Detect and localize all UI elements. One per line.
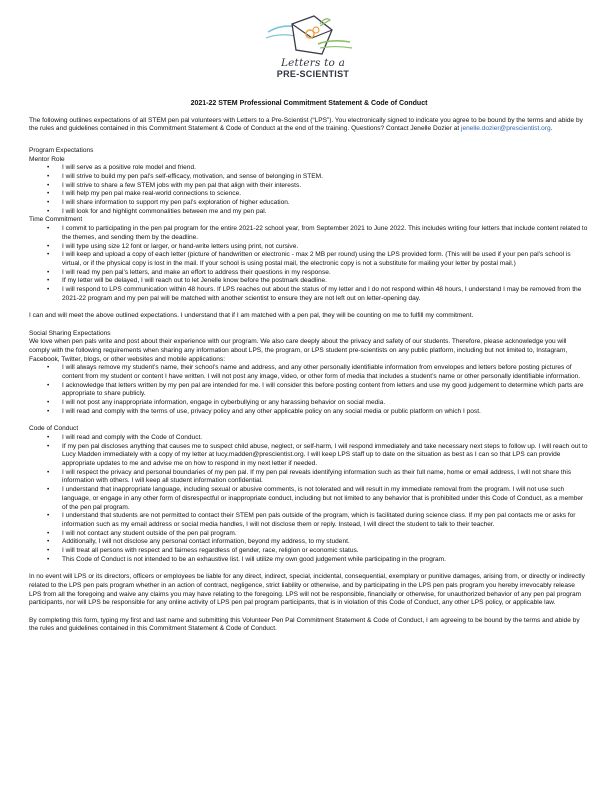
contact-email-link[interactable]: jenelle.dozier@prescientist.org (460, 125, 551, 133)
intro-paragraph (29, 117, 589, 134)
logo-caps-text: PRE-SCIENTIST (276, 69, 350, 79)
program-expectations-heading: Program Expectations (29, 146, 94, 154)
list-item: • I will respond to LPS communication within 48 hours. If LPS reaches out about the status of my letter and I do not respond within 48 hours, I understand I may be removed from the 2021-22 program and my pen pal will be matched with another scientist to ensure they are not left out on letter-opening day. (62, 286, 589, 303)
time-commitment-heading: Time Commitment (29, 216, 83, 224)
list-item: • I will respect the privacy and personal boundaries of my pen pal. If my pen pal reveals identifying information such as their full name, home or email address, I will not share this information with others. I will keep all student information confidential. (62, 469, 589, 486)
list-item: • I will read and comply with the Code of Conduct. (62, 434, 589, 443)
agreement-paragraph: By completing this form, typing my first and last name and submitting this Volunteer Pen Pal Commitment Statement & Code of Conduct, I am agreeing to be bound by the terms and abide by the rules and guidelines contained in this Commitment Statement & Code of Conduct. (29, 616, 580, 633)
liability-paragraph: In no event will LPS or its directors, officers or employees be liable for any direct, indirect, special, incidental, consequential, exemplary or punitive damages, arising from, or directly or indirectly related to the LPS pen pals program whether in an action of contract, negligence, strict liability or otherwise, and by participating in the LPS pen pals program you hereby irrevocably release LPS from all the foregoing and waive any claims you may have relating to the foregoing. LPS will not be responsible, financially or otherwise, for unauthorized behavior of any pen pal program participants, nor will LPS be responsible for any online activity of LPS pen pal program participants, that is in violation of this Code of Conduct, any other LPS policy, or applicable law. (29, 573, 585, 607)
list-item: • I will always remove my student’s name, their school’s name and address, and any other personally identifiable information from envelopes and letters before posting pictures of content from my student or content I have written. I will not post any image, video, or other form of media that includes a student’s name or other personally identifiable information. (62, 364, 589, 381)
logo-wordmark (268, 58, 358, 79)
list-item: • I will not contact any student outside of the pen pal program. (62, 530, 589, 539)
list-item: • I will share information to support my pen pal’s exploration of higher education. (62, 199, 589, 208)
list-item: • I will read my pen pal’s letters, and make an effort to address their questions in my response. (62, 269, 589, 278)
social-sharing-list (29, 364, 589, 416)
commitment-statement: I can and will meet the above outlined expectations. I understand that if I am matched with a pen pal, they will be counting on me to fulfill my commitment. (29, 312, 474, 320)
code-of-conduct-heading: Code of Conduct (29, 425, 79, 433)
list-item: • I will look for and highlight commonalities between me and my pen pal. (62, 208, 589, 217)
social-sharing-intro: We love when pen pals write and post about their experience with our program. We also care deeply about the privacy and safety of our students. Therefore, please acknowledge you will comply with the following requirements when sharing any information about LPS, the program, or LPS student pre-scientists on any public platform, including but not limited to, Instagram, Facebook, Twitter, blogs, or other websites and mobile applications: (29, 338, 568, 363)
list-item: • If my pen pal discloses anything that causes me to suspect child abuse, neglect, or self-harm, I will respond immediately and take necessary next steps to follow up. I will reach out to Lucy Madden immediately with a copy of my letter at lucy.madden@prescientist.org. I will keep LPS staff up to date on the situation as best as I can so that LPS can provide appropriate updates to me and advise me on how to respond in my next letter if needed. (62, 443, 589, 469)
list-item: • I will serve as a positive role model and friend. (62, 164, 589, 173)
intro-suffix: . (550, 125, 553, 133)
list-item: • Additionally, I will not disclose any personal contact information, beyond my address, to my student. (62, 538, 589, 547)
list-item: • I will strive to share a few STEM jobs with my pen pal that align with their interests. (62, 182, 589, 191)
time-commitment-list (29, 225, 589, 303)
list-item: • This Code of Conduct is not intended to be an exhaustive list. I will utilize my own good judgement while participating in the program. (62, 556, 589, 565)
code-of-conduct-list (29, 434, 589, 565)
document-title: 2021-22 STEM Professional Commitment Statement & Code of Conduct (190, 100, 428, 107)
list-item: • I will read and comply with the terms of use, privacy policy and any other applicable policy on any social media or public platform on which I post. (62, 408, 589, 417)
list-item: • I will strive to build my pen pal’s self-efficacy, motivation, and sense of belonging in STEM. (62, 173, 589, 182)
list-item: • I acknowledge that letters written by my pen pal are intended for me. I will consider this before posting content from letters and use my good judgement to determine which parts are appropriate to share publicly. (62, 382, 589, 399)
mentor-role-list (29, 164, 589, 216)
envelope-hands-icon (262, 10, 358, 60)
social-sharing-heading: Social Sharing Expectations (29, 329, 111, 337)
list-item: • I will help my pen pal make real-world connections to science. (62, 190, 589, 199)
list-item: • I will type using size 12 font or larger, or hand-write letters using print, not cursive. (62, 243, 589, 252)
mentor-role-heading: Mentor Role (29, 155, 65, 163)
logo-script-text: Letters to a (280, 57, 346, 69)
document-body (29, 100, 589, 634)
list-item: • I will not post any inappropriate information, engage in cyberbullying or any harassing behavior on social media. (62, 399, 589, 408)
list-item: • I will keep and upload a copy of each letter (picture of handwritten or electronic - max 2 MB per round) using the LPS provided form. (This will be used if your pen pal’s school is virtual, or if the physical copy is lost in the mail. If your school is using postal mail, the electronic copy is not a substitute for mailing your letter by postal mail.) (62, 251, 589, 268)
list-item: • If my letter will be delayed, I will reach out to let Jenelle know before the postmark deadline. (62, 277, 589, 286)
list-item: • I understand that inappropriate language, including sexual or abusive comments, is not tolerated and will result in my immediate removal from the program. I will not use such language, or engage in any other form of disrespectful or inappropriate conduct, including but not limited to any behavior that is prohibited under this Code of Conduct, as a member of the pen pal program. (62, 486, 589, 512)
list-item: • I commit to participating in the pen pal program for the entire 2021-22 school year, from September 2021 to June 2022. This includes writing four letters that include content related to the themes, and sending them by the deadline. (62, 225, 589, 242)
list-item: • I will treat all persons with respect and fairness regardless of gender, race, religion or economic status. (62, 547, 589, 556)
list-item: • I understand that students are not permitted to contact their STEM pen pals outside of the program, which is facilitated during science class. If my pen pal contacts me or asks for information such as my email address or social media handles, I will not disclose them or reply. Instead, I will direct the student to talk to their teacher. (62, 512, 589, 529)
intro-text: The following outlines expectations of all STEM pen pal volunteers with Letters to a Pre-Scientist (“LPS”). You electronically signed to indicate you agree to be bound by the terms and abide by the rules and guidelines contained in this Commitment Statement & Code of Conduct at the end of the training. Questions? Contact Jenelle Dozier at (29, 116, 583, 133)
